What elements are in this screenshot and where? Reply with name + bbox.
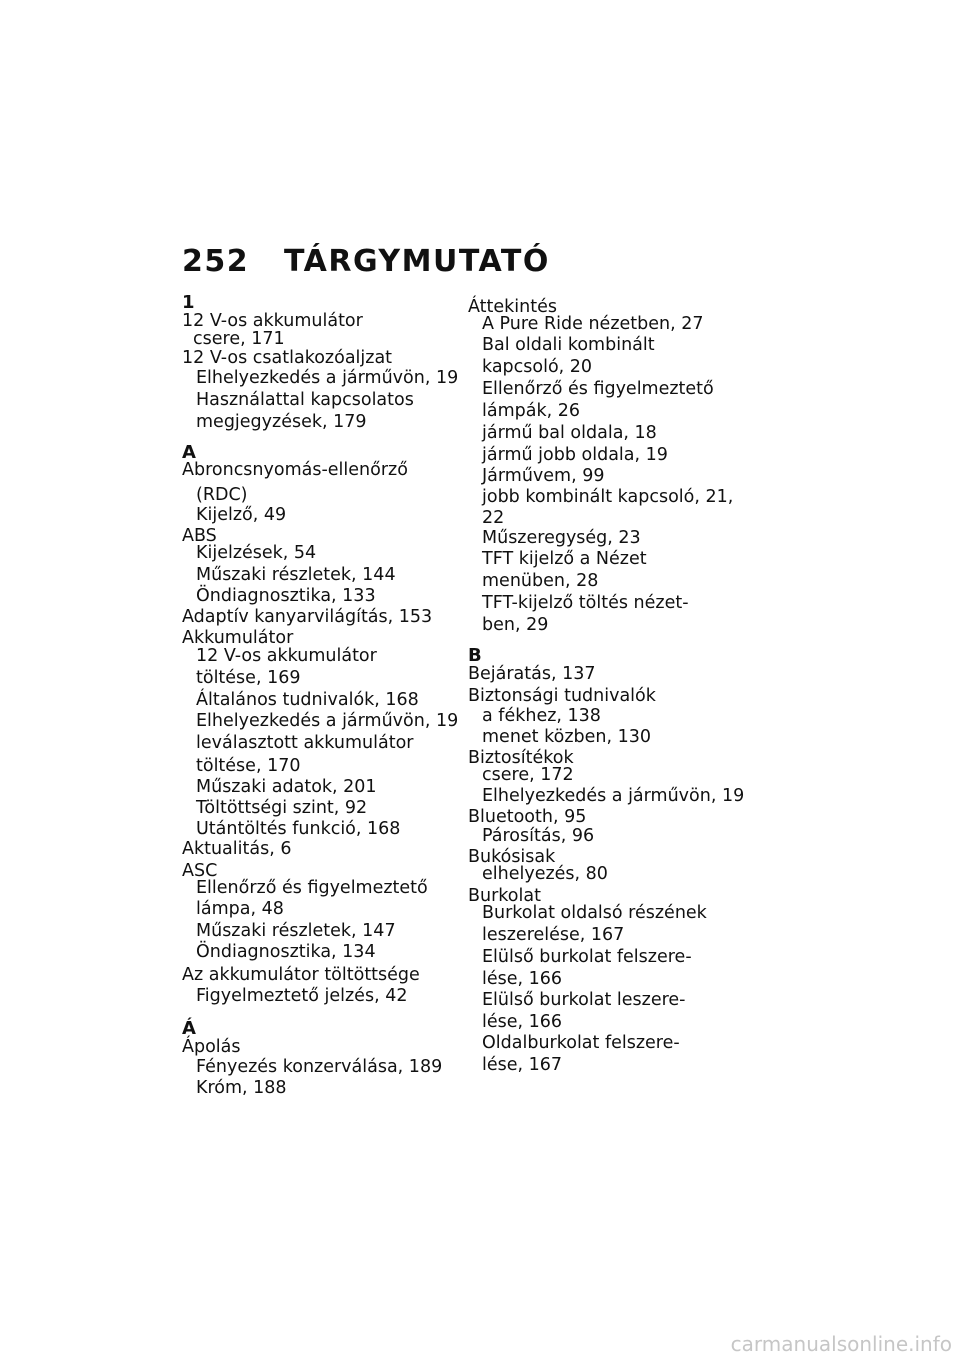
index-subentry: Párosítás, 96 <box>482 826 595 846</box>
index-subentry: jármű jobb oldala, 19 <box>482 445 668 465</box>
index-entry: Ápolás <box>182 1037 241 1057</box>
index-subentry: csere, 172 <box>482 765 574 785</box>
page-number: 252 <box>182 244 250 279</box>
index-subentry: jármű bal oldala, 18 <box>482 423 657 443</box>
page-title <box>182 244 550 279</box>
index-letter-heading: A <box>182 442 196 463</box>
index-subentry: Öndiagnosztika, 134 <box>196 942 376 962</box>
index-subentry: lése, 166 <box>482 969 563 989</box>
index-subentry: leválasztott akkumulátor <box>196 733 414 753</box>
index-subentry: lése, 166 <box>482 1012 563 1032</box>
index-subentry: Figyelmeztető jelzés, 42 <box>196 986 408 1006</box>
index-entry: Biztonsági tudnivalók <box>468 686 656 706</box>
index-subentry: Elhelyezkedés a járművön, 19 <box>482 786 745 806</box>
index-subentry: Műszeregység, 23 <box>482 528 641 548</box>
index-subentry: kapcsoló, 20 <box>482 357 593 377</box>
index-subentry: Burkolat oldalsó részének <box>482 903 707 923</box>
index-subentry: csere, 171 <box>193 329 285 349</box>
index-entry: Aktualitás, 6 <box>182 839 292 859</box>
index-subentry: Műszaki részletek, 147 <box>196 921 396 941</box>
index-entry: Burkolat <box>468 886 541 906</box>
index-subentry: a fékhez, 138 <box>482 706 601 726</box>
index-subentry: Bal oldali kombinált <box>482 335 655 355</box>
index-subentry: megjegyzések, 179 <box>196 412 367 432</box>
index-entry: Bukósisak <box>468 847 556 867</box>
index-subentry: menüben, 28 <box>482 571 599 591</box>
index-subentry: Öndiagnosztika, 133 <box>196 586 376 606</box>
index-entry: Az akkumulátor töltöttsége <box>182 965 420 985</box>
index-subentry: Kijelző, 49 <box>196 505 287 525</box>
index-subentry: leszerelése, 167 <box>482 925 625 945</box>
index-subentry: Ellenőrző és figyelmeztető <box>196 878 428 898</box>
index-subentry: Műszaki részletek, 144 <box>196 565 396 585</box>
index-subentry: elhelyezés, 80 <box>482 864 608 884</box>
index-subentry: menet közben, 130 <box>482 727 651 747</box>
index-subentry: Kijelzések, 54 <box>196 543 317 563</box>
index-subentry: Elülső burkolat leszere- <box>482 990 686 1010</box>
index-subentry: Töltöttségi szint, 92 <box>196 798 368 818</box>
index-subentry: TFT-kijelző töltés nézet- <box>482 593 689 613</box>
index-subentry: A Pure Ride nézetben, 27 <box>482 314 704 334</box>
index-subentry: Járművem, 99 <box>482 466 605 486</box>
index-subentry: 22 <box>482 508 505 528</box>
index-entry: Adaptív kanyarvilágítás, 153 <box>182 607 433 627</box>
index-subentry: lámpa, 48 <box>196 899 284 919</box>
index-letter-heading: 1 <box>182 292 195 313</box>
index-subentry: Elhelyezkedés a járművön, 19 <box>196 368 459 388</box>
index-subentry: Utántöltés funkció, 168 <box>196 819 401 839</box>
index-entry: ABS <box>182 526 217 546</box>
index-subentry: (RDC) <box>196 485 248 505</box>
index-subentry: Ellenőrző és figyelmeztető <box>482 379 714 399</box>
index-entry: ASC <box>182 861 218 881</box>
index-subentry: Elhelyezkedés a járművön, 19 <box>196 711 459 731</box>
index-subentry: lámpák, 26 <box>482 401 580 421</box>
index-entry: Abroncsnyomás-ellenőrző <box>182 460 408 480</box>
index-subentry: Fényezés konzerválása, 189 <box>196 1057 443 1077</box>
index-entry: Bluetooth, 95 <box>468 807 587 827</box>
watermark: carmanualsonline.info <box>730 1332 952 1356</box>
index-entry: Bejáratás, 137 <box>468 664 596 684</box>
index-subentry: Oldalburkolat felszere- <box>482 1033 680 1053</box>
page-title-text: TÁRGYMUTATÓ <box>284 244 550 279</box>
index-subentry: Műszaki adatok, 201 <box>196 777 377 797</box>
index-entry: Áttekintés <box>468 297 557 317</box>
index-subentry: jobb kombinált kapcsoló, 21, <box>482 487 734 507</box>
index-subentry: Króm, 188 <box>196 1078 287 1098</box>
index-entry: Biztosítékok <box>468 748 574 768</box>
index-subentry: 12 V-os akkumulátor <box>196 646 377 666</box>
index-subentry: ben, 29 <box>482 615 549 635</box>
index-subentry: TFT kijelző a Nézet <box>482 549 647 569</box>
index-entry: 12 V-os akkumulátor <box>182 311 363 331</box>
index-subentry: Használattal kapcsolatos <box>196 390 414 410</box>
index-letter-heading: Á <box>182 1018 196 1039</box>
index-subentry: Elülső burkolat felszere- <box>482 947 692 967</box>
index-subentry: lése, 167 <box>482 1055 563 1075</box>
index-entry: Akkumulátor <box>182 628 294 648</box>
index-letter-heading: B <box>468 645 482 666</box>
index-entry: 12 V-os csatlakozóaljzat <box>182 348 393 368</box>
index-subentry: töltése, 169 <box>196 668 301 688</box>
index-subentry: töltése, 170 <box>196 756 301 776</box>
index-subentry: Általános tudnivalók, 168 <box>196 690 419 710</box>
